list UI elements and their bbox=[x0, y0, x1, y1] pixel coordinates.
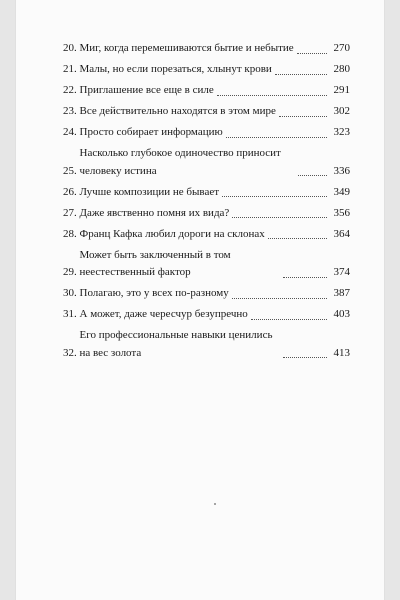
toc-entry-number: 23. bbox=[63, 105, 77, 117]
toc-entry-title: Насколько глубокое одиночество приносит человеку истина bbox=[79, 147, 281, 177]
toc-entry-page: 302 bbox=[333, 105, 350, 117]
toc-entry-number: 32. bbox=[63, 346, 77, 359]
toc-entry bbox=[63, 226, 350, 244]
dot-leader bbox=[232, 216, 327, 218]
toc-entry-page: 356 bbox=[333, 206, 350, 219]
toc-entry-number: 26. bbox=[63, 185, 77, 198]
toc-entry-number: 24. bbox=[63, 126, 77, 138]
toc-entry-page: 374 bbox=[333, 266, 350, 278]
toc-entry-number: 22. bbox=[63, 84, 77, 96]
toc-entry-page: 323 bbox=[333, 126, 350, 138]
toc-entry-title: Его профессиональные навыки ценились на вес золота bbox=[79, 329, 273, 359]
toc-entry-title: Даже явственно помня их вида? bbox=[79, 206, 230, 219]
toc-entry-title: Малы, но если порезаться, хлынут крови bbox=[79, 63, 272, 75]
toc-entry-page: 349 bbox=[333, 185, 350, 198]
toc-entry-number: 25. bbox=[63, 164, 77, 177]
dot-leader bbox=[222, 195, 327, 197]
toc-entry-title: Лучше композиции не бывает bbox=[79, 185, 220, 198]
dot-leader bbox=[298, 174, 328, 176]
toc-entry-number: 20. bbox=[63, 42, 77, 54]
dot-leader bbox=[251, 318, 327, 320]
toc-entry bbox=[63, 285, 350, 303]
toc-entry-title: Полагаю, это у всех по-разному bbox=[79, 287, 229, 299]
dot-leader bbox=[268, 237, 327, 239]
toc-entry-title: Приглашение все еще в силе bbox=[79, 84, 214, 96]
toc-entry bbox=[63, 306, 350, 324]
dot-leader bbox=[283, 276, 328, 278]
toc-entry-page: 364 bbox=[333, 227, 350, 240]
dot-leader bbox=[275, 73, 327, 75]
toc-entry-title: Просто собирает информацию bbox=[79, 126, 223, 138]
toc-entry-page: 413 bbox=[333, 346, 350, 359]
toc-entry-number: 29. bbox=[63, 266, 77, 278]
toc-entry bbox=[63, 184, 350, 202]
toc-entry bbox=[63, 61, 350, 79]
toc-entry bbox=[63, 124, 350, 142]
toc-entry-page: 387 bbox=[333, 287, 350, 299]
toc-entry-page: 403 bbox=[333, 308, 350, 320]
toc-entry bbox=[63, 82, 350, 100]
toc-entry-title: А может, даже чересчур безупречно bbox=[79, 308, 248, 320]
toc-entry bbox=[63, 40, 350, 58]
toc-entry-number: 27. bbox=[63, 206, 77, 219]
toc-entry-number: 21. bbox=[63, 63, 77, 75]
toc-entry-number: 31. bbox=[63, 308, 77, 320]
toc-entry-number: 28. bbox=[63, 227, 77, 240]
toc-entry-page: 280 bbox=[333, 63, 350, 75]
toc-entry-page: 270 bbox=[333, 42, 350, 54]
toc-entry-title: Может быть заключенный в том неестественный фактор bbox=[79, 248, 231, 278]
dot-leader bbox=[232, 297, 327, 299]
toc-entry-title: Все действительно находятся в этом мире bbox=[79, 105, 276, 117]
toc-entry bbox=[63, 327, 350, 362]
dot-leader bbox=[217, 94, 327, 96]
toc-entry bbox=[63, 247, 350, 282]
toc-entry-page: 291 bbox=[333, 84, 350, 96]
toc-entry-title: Миг, когда перемешиваются бытие и небытие bbox=[79, 42, 294, 54]
toc-entry bbox=[63, 103, 350, 121]
dot-leader bbox=[297, 52, 327, 54]
toc-entry bbox=[63, 205, 350, 223]
toc-entry-title: Франц Кафка любил дороги на склонах bbox=[79, 227, 265, 240]
toc-entry-number: 30. bbox=[63, 287, 77, 299]
table-of-contents bbox=[63, 40, 350, 366]
dot-leader bbox=[226, 136, 327, 138]
dot-leader bbox=[283, 356, 328, 358]
toc-entry-page: 336 bbox=[333, 164, 350, 177]
dot-leader bbox=[279, 115, 327, 117]
toc-entry bbox=[63, 145, 350, 180]
book-page bbox=[16, 0, 384, 600]
page-speck bbox=[214, 503, 216, 505]
